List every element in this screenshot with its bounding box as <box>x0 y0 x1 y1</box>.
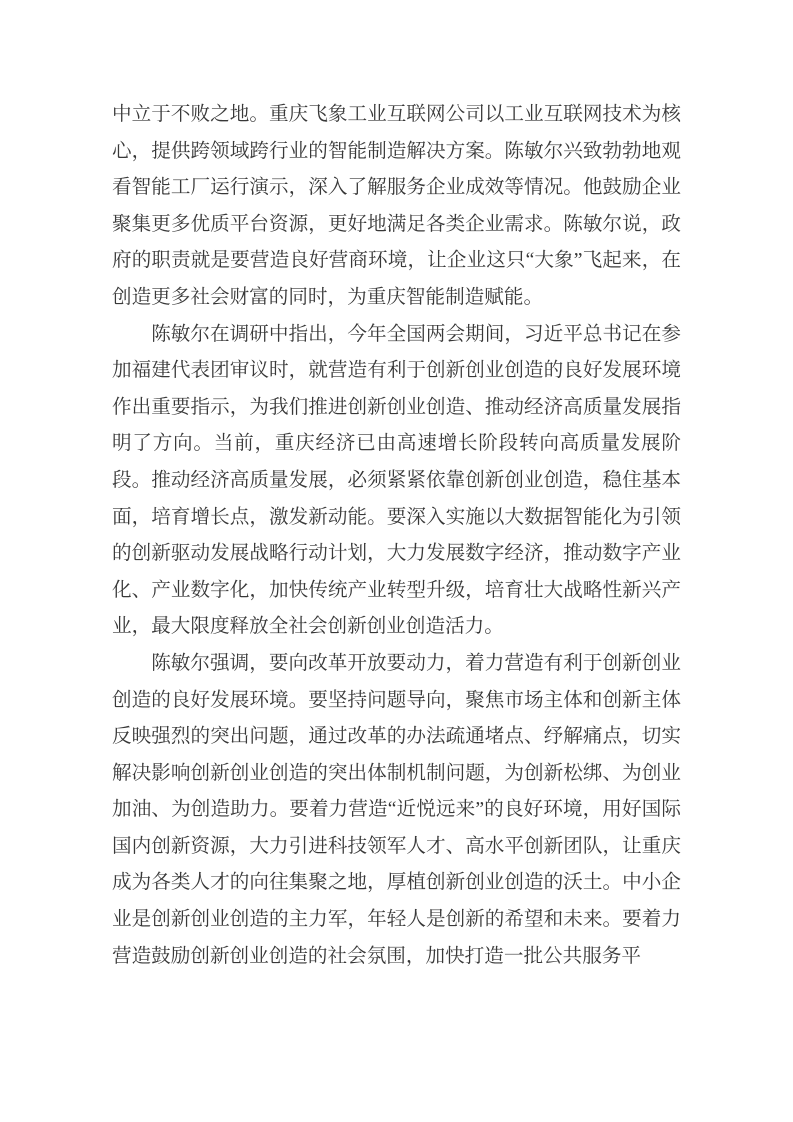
paragraph-continuation: 中立于不败之地。重庆飞象工业互联网公司以工业互联网技术为核心，提供跨领域跨行业的智能制造解决方案。陈敏尔兴致勃勃地观看智能工厂运行演示，深入了解服务企业成效等情况。他鼓励企业聚集更多优质平台资源，更好地满足各类企业需求。陈敏尔说，政府的职责就是要营造良好营商环境，让企业这只“大象”飞起来，在创造更多社会财富的同时，为重庆智能制造赋能。 <box>112 104 681 308</box>
paragraph-reform-emphasis: 陈敏尔强调，要向改革开放要动力，着力营造有利于创新创业创造的良好发展环境。要坚持问题导向，聚焦市场主体和创新主体反映强烈的突出问题，通过改革的办法疏通堵点、纾解痛点，切实解决影响创新创业创造的突出体制机制问题，为创新松绑、为创业加油、为创造助力。要着力营造“近悦远来”的良好环境，用好国际国内创新资源，大力引进科技领军人才、高水平创新团队，让重庆成为各类人才的向往集聚之地，厚植创新创业创造的沃土。中小企业是创新创业创造的主力军，年轻人是创新的希望和未来。要着力营造鼓励创新创业创造的社会氛围，加快打造一批公共服务平 <box>112 652 681 967</box>
paragraph-research-remarks: 陈敏尔在调研中指出，今年全国两会期间，习近平总书记在参加福建代表团审议时，就营造有利于创新创业创造的良好发展环境作出重要指示，为我们推进创新创业创造、推动经济高质量发展指明了方向。当前，重庆经济已由高速增长阶段转向高质量发展阶段。推动经济高质量发展，必须紧紧依靠创新创业创造，稳住基本面，培育增长点，激发新动能。要深入实施以大数据智能化为引领的创新驱动发展战略行动计划，大力发展数字经济，推动数字产业化、产业数字化，加快传统产业转型升级，培育壮大战略性新兴产业，最大限度释放全社会创新创业创造活力。 <box>112 323 681 638</box>
document-text-block <box>112 97 681 975</box>
